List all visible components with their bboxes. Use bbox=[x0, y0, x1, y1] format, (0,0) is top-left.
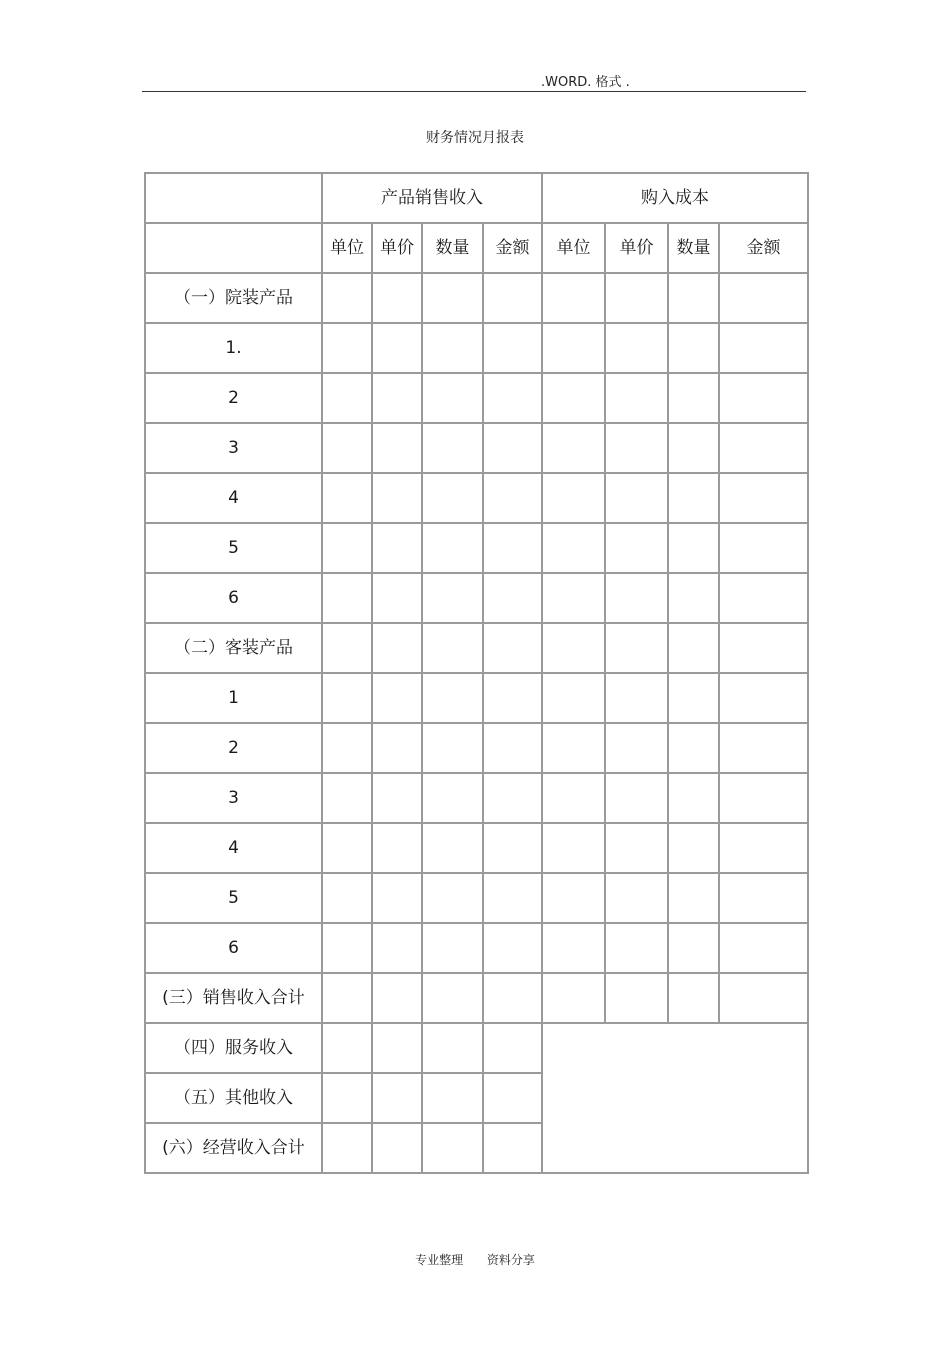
sales-value-cell bbox=[322, 1073, 372, 1123]
purchase-value-cell bbox=[668, 423, 719, 473]
row-label: 5 bbox=[145, 523, 322, 573]
purchase-value-cell bbox=[719, 873, 808, 923]
purchase-value-cell bbox=[719, 973, 808, 1023]
purchase-value-cell bbox=[605, 423, 668, 473]
sales-value-cell bbox=[483, 1073, 542, 1123]
sales-value-cell bbox=[422, 773, 483, 823]
sales-value-cell bbox=[483, 673, 542, 723]
sales-value-cell bbox=[372, 573, 422, 623]
row-label: 4 bbox=[145, 473, 322, 523]
sales-value-cell bbox=[483, 873, 542, 923]
purchase-value-cell bbox=[668, 623, 719, 673]
corner-cell bbox=[145, 223, 322, 273]
financial-report-table bbox=[144, 172, 809, 1174]
sales-value-cell bbox=[372, 873, 422, 923]
table-row bbox=[145, 923, 808, 973]
table-row bbox=[145, 423, 808, 473]
sales-value-cell bbox=[422, 623, 483, 673]
sales-value-cell bbox=[322, 773, 372, 823]
purchase-unit-header: 单位 bbox=[542, 223, 605, 273]
sales-value-cell bbox=[372, 673, 422, 723]
sales-value-cell bbox=[483, 273, 542, 323]
sales-value-cell bbox=[483, 423, 542, 473]
sales-income-header: 产品销售收入 bbox=[322, 173, 542, 223]
purchase-value-cell bbox=[605, 473, 668, 523]
sales-value-cell bbox=[372, 273, 422, 323]
sales-value-cell bbox=[422, 923, 483, 973]
page-footer bbox=[0, 1251, 950, 1268]
row-label: 6 bbox=[145, 573, 322, 623]
sales-unit-header: 单位 bbox=[322, 223, 372, 273]
purchase-value-cell bbox=[719, 423, 808, 473]
purchase-value-cell bbox=[605, 573, 668, 623]
sales-value-cell bbox=[372, 1123, 422, 1173]
purchase-amount-header: 金额 bbox=[719, 223, 808, 273]
purchase-value-cell bbox=[542, 673, 605, 723]
purchase-value-cell bbox=[719, 923, 808, 973]
sales-value-cell bbox=[422, 973, 483, 1023]
sales-value-cell bbox=[322, 923, 372, 973]
header-rule bbox=[142, 91, 806, 92]
merged-blank-cell bbox=[542, 1023, 808, 1173]
sales-value-cell bbox=[483, 373, 542, 423]
sales-value-cell bbox=[422, 323, 483, 373]
sales-value-cell bbox=[322, 623, 372, 673]
purchase-value-cell bbox=[542, 723, 605, 773]
purchase-value-cell bbox=[542, 773, 605, 823]
purchase-value-cell bbox=[668, 373, 719, 423]
sales-value-cell bbox=[372, 723, 422, 773]
table-row bbox=[145, 773, 808, 823]
table-row bbox=[145, 323, 808, 373]
sales-value-cell bbox=[322, 573, 372, 623]
sales-value-cell bbox=[422, 873, 483, 923]
purchase-value-cell bbox=[605, 973, 668, 1023]
purchase-price-header: 单价 bbox=[605, 223, 668, 273]
sales-value-cell bbox=[483, 773, 542, 823]
purchase-value-cell bbox=[605, 723, 668, 773]
purchase-value-cell bbox=[719, 723, 808, 773]
row-label: 2 bbox=[145, 373, 322, 423]
purchase-value-cell bbox=[668, 923, 719, 973]
sales-value-cell bbox=[372, 1073, 422, 1123]
purchase-quantity-header: 数量 bbox=[668, 223, 719, 273]
sales-quantity-header: 数量 bbox=[422, 223, 483, 273]
purchase-value-cell bbox=[542, 873, 605, 923]
sales-value-cell bbox=[422, 473, 483, 523]
sales-value-cell bbox=[422, 373, 483, 423]
row-label: 6 bbox=[145, 923, 322, 973]
row-label: （四）服务收入 bbox=[145, 1023, 322, 1073]
table-row bbox=[145, 473, 808, 523]
sales-value-cell bbox=[372, 773, 422, 823]
sales-value-cell bbox=[322, 723, 372, 773]
sales-value-cell bbox=[322, 523, 372, 573]
purchase-value-cell bbox=[542, 373, 605, 423]
sales-value-cell bbox=[372, 1023, 422, 1073]
table-row bbox=[145, 823, 808, 873]
sales-value-cell bbox=[422, 1023, 483, 1073]
purchase-value-cell bbox=[605, 923, 668, 973]
purchase-value-cell bbox=[719, 623, 808, 673]
sales-value-cell bbox=[483, 623, 542, 673]
report-title: 财务情况月报表 bbox=[426, 130, 524, 146]
sales-value-cell bbox=[372, 973, 422, 1023]
purchase-value-cell bbox=[542, 923, 605, 973]
footer-right-text: 资料分享 bbox=[486, 1253, 535, 1267]
row-label: 2 bbox=[145, 723, 322, 773]
purchase-value-cell bbox=[719, 373, 808, 423]
purchase-value-cell bbox=[668, 973, 719, 1023]
purchase-value-cell bbox=[668, 573, 719, 623]
table-row bbox=[145, 673, 808, 723]
sales-value-cell bbox=[322, 673, 372, 723]
table-row bbox=[145, 273, 808, 323]
purchase-value-cell bbox=[719, 473, 808, 523]
purchase-value-cell bbox=[605, 273, 668, 323]
sales-value-cell bbox=[322, 1123, 372, 1173]
sales-value-cell bbox=[422, 673, 483, 723]
sales-value-cell bbox=[322, 423, 372, 473]
row-label: 3 bbox=[145, 773, 322, 823]
sales-value-cell bbox=[372, 823, 422, 873]
sales-amount-header: 金额 bbox=[483, 223, 542, 273]
sales-value-cell bbox=[483, 573, 542, 623]
sales-value-cell bbox=[372, 473, 422, 523]
purchase-value-cell bbox=[542, 523, 605, 573]
table-row bbox=[145, 1023, 808, 1073]
sales-value-cell bbox=[322, 373, 372, 423]
purchase-value-cell bbox=[719, 273, 808, 323]
sales-value-cell bbox=[422, 423, 483, 473]
purchase-value-cell bbox=[719, 773, 808, 823]
table-row bbox=[145, 873, 808, 923]
row-label: (三）销售收入合计 bbox=[145, 973, 322, 1023]
sales-value-cell bbox=[483, 973, 542, 1023]
row-label: 5 bbox=[145, 873, 322, 923]
sales-value-cell bbox=[422, 573, 483, 623]
sales-value-cell bbox=[322, 873, 372, 923]
row-label: 1. bbox=[145, 323, 322, 373]
purchase-value-cell bbox=[668, 823, 719, 873]
sales-value-cell bbox=[422, 823, 483, 873]
table-row bbox=[145, 723, 808, 773]
sales-price-header: 单价 bbox=[372, 223, 422, 273]
sales-value-cell bbox=[322, 273, 372, 323]
purchase-value-cell bbox=[668, 673, 719, 723]
table-row bbox=[145, 523, 808, 573]
purchase-value-cell bbox=[605, 873, 668, 923]
table-row bbox=[145, 623, 808, 673]
purchase-value-cell bbox=[605, 673, 668, 723]
purchase-value-cell bbox=[719, 823, 808, 873]
sales-value-cell bbox=[322, 323, 372, 373]
sales-value-cell bbox=[422, 1123, 483, 1173]
purchase-value-cell bbox=[542, 473, 605, 523]
sales-value-cell bbox=[372, 323, 422, 373]
footer-left-text: 专业整理 bbox=[415, 1253, 464, 1267]
purchase-cost-header: 购入成本 bbox=[542, 173, 808, 223]
sales-value-cell bbox=[483, 1123, 542, 1173]
purchase-value-cell bbox=[542, 273, 605, 323]
purchase-value-cell bbox=[605, 773, 668, 823]
purchase-value-cell bbox=[542, 623, 605, 673]
purchase-value-cell bbox=[668, 873, 719, 923]
sales-value-cell bbox=[322, 823, 372, 873]
purchase-value-cell bbox=[668, 273, 719, 323]
row-label: （二）客装产品 bbox=[145, 623, 322, 673]
table-row bbox=[145, 973, 808, 1023]
purchase-value-cell bbox=[605, 523, 668, 573]
purchase-value-cell bbox=[668, 523, 719, 573]
purchase-value-cell bbox=[605, 323, 668, 373]
purchase-value-cell bbox=[605, 623, 668, 673]
sales-value-cell bbox=[372, 523, 422, 573]
sales-value-cell bbox=[483, 523, 542, 573]
purchase-value-cell bbox=[542, 823, 605, 873]
row-label: （五）其他收入 bbox=[145, 1073, 322, 1123]
sales-value-cell bbox=[422, 1073, 483, 1123]
purchase-value-cell bbox=[542, 423, 605, 473]
table-row bbox=[145, 573, 808, 623]
corner-cell bbox=[145, 173, 322, 223]
row-label: 4 bbox=[145, 823, 322, 873]
group-header-row bbox=[145, 173, 808, 223]
purchase-value-cell bbox=[668, 723, 719, 773]
purchase-value-cell bbox=[542, 573, 605, 623]
sales-value-cell bbox=[322, 473, 372, 523]
sales-value-cell bbox=[372, 423, 422, 473]
row-label: (六）经营收入合计 bbox=[145, 1123, 322, 1173]
purchase-value-cell bbox=[605, 373, 668, 423]
sales-value-cell bbox=[483, 473, 542, 523]
sales-value-cell bbox=[422, 523, 483, 573]
purchase-value-cell bbox=[719, 673, 808, 723]
sales-value-cell bbox=[322, 1023, 372, 1073]
sales-value-cell bbox=[422, 723, 483, 773]
sales-value-cell bbox=[422, 273, 483, 323]
sales-value-cell bbox=[483, 723, 542, 773]
sales-value-cell bbox=[483, 823, 542, 873]
purchase-value-cell bbox=[719, 523, 808, 573]
purchase-value-cell bbox=[668, 473, 719, 523]
sales-value-cell bbox=[483, 323, 542, 373]
sales-value-cell bbox=[372, 923, 422, 973]
page-header-text: .WORD. 格式 . bbox=[541, 75, 630, 90]
purchase-value-cell bbox=[719, 573, 808, 623]
sales-value-cell bbox=[483, 1023, 542, 1073]
purchase-value-cell bbox=[668, 773, 719, 823]
row-label: （一）院装产品 bbox=[145, 273, 322, 323]
purchase-value-cell bbox=[542, 973, 605, 1023]
row-label: 3 bbox=[145, 423, 322, 473]
sales-value-cell bbox=[372, 373, 422, 423]
sales-value-cell bbox=[372, 623, 422, 673]
row-label: 1 bbox=[145, 673, 322, 723]
purchase-value-cell bbox=[719, 323, 808, 373]
purchase-value-cell bbox=[542, 323, 605, 373]
purchase-value-cell bbox=[605, 823, 668, 873]
purchase-value-cell bbox=[668, 323, 719, 373]
table-row bbox=[145, 373, 808, 423]
sales-value-cell bbox=[322, 973, 372, 1023]
sales-value-cell bbox=[483, 923, 542, 973]
sub-header-row bbox=[145, 223, 808, 273]
